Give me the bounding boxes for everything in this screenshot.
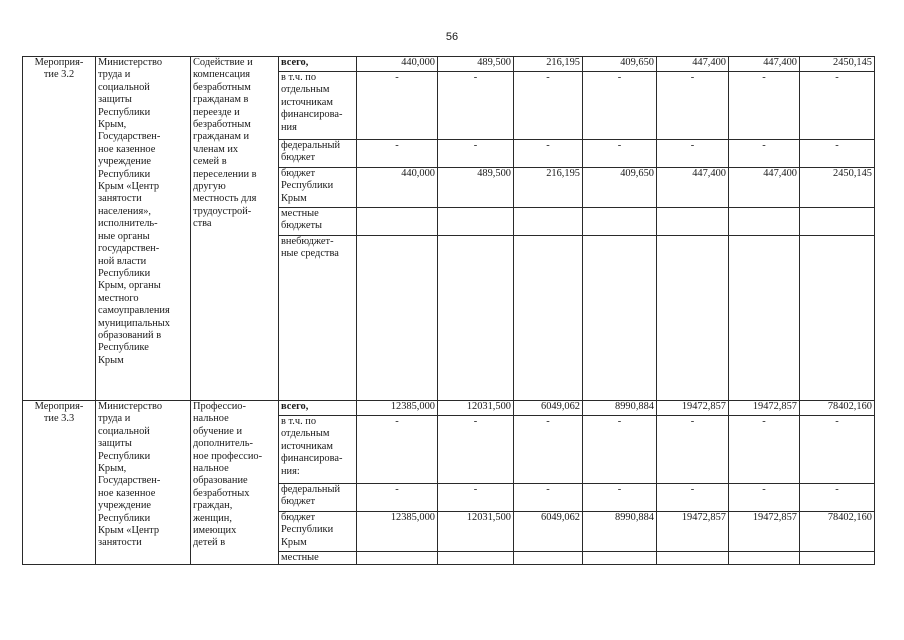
funding-source-cell: в т.ч. по отдельным источникам финансирова- ния: [279, 72, 357, 140]
amount-cell: 489,500: [438, 168, 514, 208]
amount-cell: -: [800, 484, 875, 512]
amount-cell: -: [438, 484, 514, 512]
funding-source-cell: федеральный бюджет: [279, 484, 357, 512]
amount-cell: -: [729, 484, 800, 512]
amount-cell: [657, 236, 729, 401]
amount-cell: [357, 236, 438, 401]
amount-cell: -: [438, 72, 514, 140]
funding-source-cell: в т.ч. по отдельным источникам финансирова- ния:: [279, 416, 357, 484]
amount-cell: -: [514, 484, 583, 512]
page-number: 56: [445, 31, 459, 43]
amount-cell: 19472,857: [729, 401, 800, 416]
amount-cell: -: [729, 140, 800, 168]
amount-cell: [657, 552, 729, 565]
amount-cell: [583, 236, 657, 401]
amount-cell: -: [438, 140, 514, 168]
amount-cell: [514, 552, 583, 565]
amount-cell: 2450,145: [800, 57, 875, 72]
amount-cell: -: [438, 416, 514, 484]
amount-cell: -: [357, 72, 438, 140]
goal-cell: Професcио- нальное обучение и дополнитель- ное профессио- нальное образование безработных граждан, женщин, имеющих детей в: [191, 401, 279, 565]
amount-cell: 447,400: [657, 168, 729, 208]
amount-cell: -: [800, 72, 875, 140]
amount-cell: -: [357, 140, 438, 168]
amount-cell: 447,400: [657, 57, 729, 72]
amount-cell: -: [514, 416, 583, 484]
amount-cell: 8990,884: [583, 401, 657, 416]
amount-cell: -: [657, 72, 729, 140]
funding-source-cell: местные бюджеты: [279, 208, 357, 236]
amount-cell: 12031,500: [438, 401, 514, 416]
amount-cell: [583, 552, 657, 565]
amount-cell: 409,650: [583, 57, 657, 72]
amount-cell: -: [514, 72, 583, 140]
amount-cell: -: [514, 140, 583, 168]
amount-cell: [657, 208, 729, 236]
executors-cell: Министерство труда и социальной защиты Республики Крым, Государствен- ное казенное учреждение Республики Крым «Центр занятости: [96, 401, 191, 565]
amount-cell: 440,000: [357, 57, 438, 72]
amount-cell: -: [583, 484, 657, 512]
amount-cell: 78402,160: [800, 401, 875, 416]
amount-cell: [514, 236, 583, 401]
amount-cell: 409,650: [583, 168, 657, 208]
amount-cell: -: [800, 416, 875, 484]
amount-cell: -: [729, 72, 800, 140]
amount-cell: [729, 236, 800, 401]
funding-source-cell: федеральный бюджет: [279, 140, 357, 168]
amount-cell: [357, 208, 438, 236]
amount-cell: 2450,145: [800, 168, 875, 208]
amount-cell: -: [657, 140, 729, 168]
funding-source-cell: бюджет Республики Крым: [279, 168, 357, 208]
amount-cell: 447,400: [729, 168, 800, 208]
funding-source-cell: бюджет Республики Крым: [279, 512, 357, 552]
amount-cell: -: [583, 72, 657, 140]
amount-cell: 6049,062: [514, 401, 583, 416]
table-row: [23, 57, 875, 72]
funding-table: [22, 56, 875, 565]
funding-source-cell: местные: [279, 552, 357, 565]
amount-cell: -: [357, 484, 438, 512]
funding-source-cell: всего,: [279, 401, 357, 416]
amount-cell: [514, 208, 583, 236]
amount-cell: 216,195: [514, 57, 583, 72]
amount-cell: 19472,857: [729, 512, 800, 552]
amount-cell: 19472,857: [657, 401, 729, 416]
amount-cell: [800, 208, 875, 236]
amount-cell: [438, 236, 514, 401]
amount-cell: [800, 236, 875, 401]
table-row: [23, 401, 875, 416]
amount-cell: -: [583, 416, 657, 484]
amount-cell: -: [357, 416, 438, 484]
amount-cell: 78402,160: [800, 512, 875, 552]
amount-cell: [800, 552, 875, 565]
amount-cell: [438, 208, 514, 236]
amount-cell: [438, 552, 514, 565]
amount-cell: -: [583, 140, 657, 168]
funding-source-cell: внебюджет- ные средства: [279, 236, 357, 401]
amount-cell: [729, 208, 800, 236]
amount-cell: -: [657, 416, 729, 484]
amount-cell: 19472,857: [657, 512, 729, 552]
amount-cell: 440,000: [357, 168, 438, 208]
goal-cell: Содействие и компенсация безработным гражданам в переезде и безработным гражданам и членам их семей в переселении в другую местность для трудоустрой- ства: [191, 57, 279, 401]
amount-cell: 12031,500: [438, 512, 514, 552]
amount-cell: [583, 208, 657, 236]
amount-cell: -: [657, 484, 729, 512]
amount-cell: [357, 552, 438, 565]
amount-cell: 12385,000: [357, 512, 438, 552]
amount-cell: [729, 552, 800, 565]
executors-cell: Министерство труда и социальной защиты Республики Крым, Государствен- ное казенное учреждение Республики Крым «Центр занятости населения», исполнитель- ные органы государствен- ной власти Республики Крым, органы местного самоуправления муниципальных образований в Республике Крым: [96, 57, 191, 401]
activity-cell: Мероприя- тие 3.2: [23, 57, 96, 401]
amount-cell: 6049,062: [514, 512, 583, 552]
amount-cell: 216,195: [514, 168, 583, 208]
amount-cell: 447,400: [729, 57, 800, 72]
funding-source-cell: всего,: [279, 57, 357, 72]
amount-cell: -: [800, 140, 875, 168]
amount-cell: 489,500: [438, 57, 514, 72]
amount-cell: 12385,000: [357, 401, 438, 416]
amount-cell: 8990,884: [583, 512, 657, 552]
amount-cell: -: [729, 416, 800, 484]
activity-cell: Мероприя- тие 3.3: [23, 401, 96, 565]
